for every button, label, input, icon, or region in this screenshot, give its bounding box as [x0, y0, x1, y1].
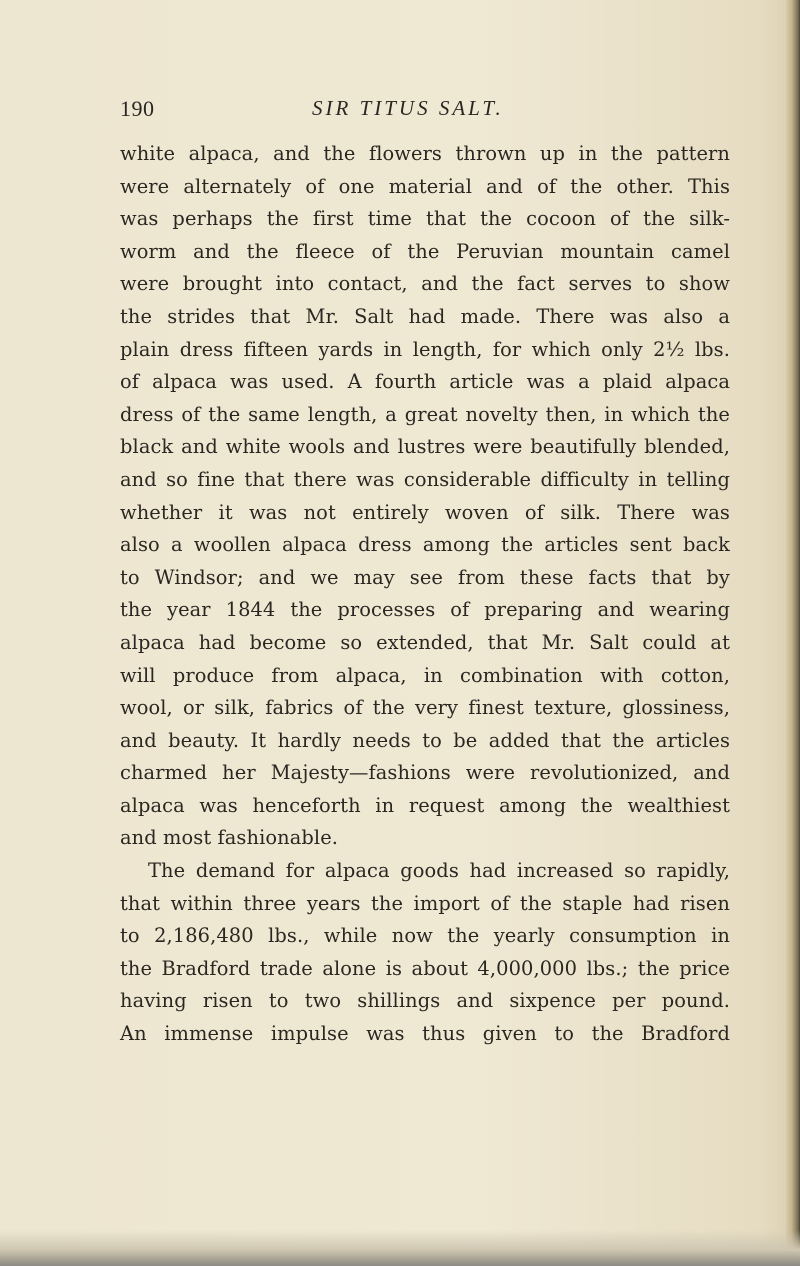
text-line: was perhaps the first time that the cocoon of the silk- [120, 207, 730, 231]
text-line: and beauty. It hardly needs to be added that the articles [120, 728, 730, 752]
text-line: wool, or silk, fabrics of the very finest texture, glossiness, [120, 696, 730, 720]
text-line: charmed her Majesty—fashions were revolutionized, and [120, 761, 730, 785]
text-line: An immense impulse was thus given to the Bradford [120, 1022, 730, 1046]
text-line: also a woollen alpaca dress among the articles sent back [120, 533, 730, 557]
text-line: worm and the fleece of the Peruvian mountain camel [120, 239, 730, 263]
body-text [120, 138, 730, 1051]
text-line: were alternately of one material and of the other. This [120, 174, 730, 198]
text-line: the strides that Mr. Salt had made. There was also a [120, 304, 730, 328]
text-line: alpaca had become so extended, that Mr. Salt could at [120, 630, 730, 654]
text-line: having risen to two shillings and sixpence per pound. [120, 989, 730, 1013]
paragraph-end-line: and most fashionable. [120, 826, 339, 850]
text-line: were brought into contact, and the fact serves to show [120, 272, 730, 296]
text-line: the year 1844 the processes of preparing and wearing [120, 598, 730, 622]
paragraph-start-line: The demand for alpaca goods had increased so rapidly, [148, 859, 730, 883]
text-line: to Windsor; and we may see from these facts that by [120, 565, 730, 589]
text-line: that within three years the import of the staple had risen [120, 891, 730, 915]
text-line: dress of the same length, a great novelty then, in which the [120, 402, 730, 426]
text-line: and so fine that there was considerable difficulty in telling [120, 467, 730, 491]
text-line: black and white wools and lustres were beautifully blended, [120, 435, 730, 459]
running-title: SIR TITUS SALT. [312, 96, 504, 120]
page-edge-shadow [786, 0, 800, 1266]
text-line: whether it was not entirely woven of silk. There was [120, 500, 730, 524]
text-line: the Bradford trade alone is about 4,000,000 lbs.; the price [120, 956, 730, 980]
running-head [120, 92, 720, 128]
text-line: plain dress fifteen yards in length, for which only 2½ lbs. [120, 337, 730, 361]
text-line: will produce from alpaca, in combination with cotton, [120, 663, 730, 687]
page-number: 190 [120, 96, 155, 121]
text-line: of alpaca was used. A fourth article was a plaid alpaca [120, 370, 730, 394]
text-line: alpaca was henceforth in request among the wealthiest [120, 793, 730, 817]
text-line: to 2,186,480 lbs., while now the yearly consumption in [120, 924, 730, 948]
text-line: white alpaca, and the flowers thrown up in the pattern [120, 142, 730, 165]
page-bottom-shadow [0, 1230, 800, 1266]
